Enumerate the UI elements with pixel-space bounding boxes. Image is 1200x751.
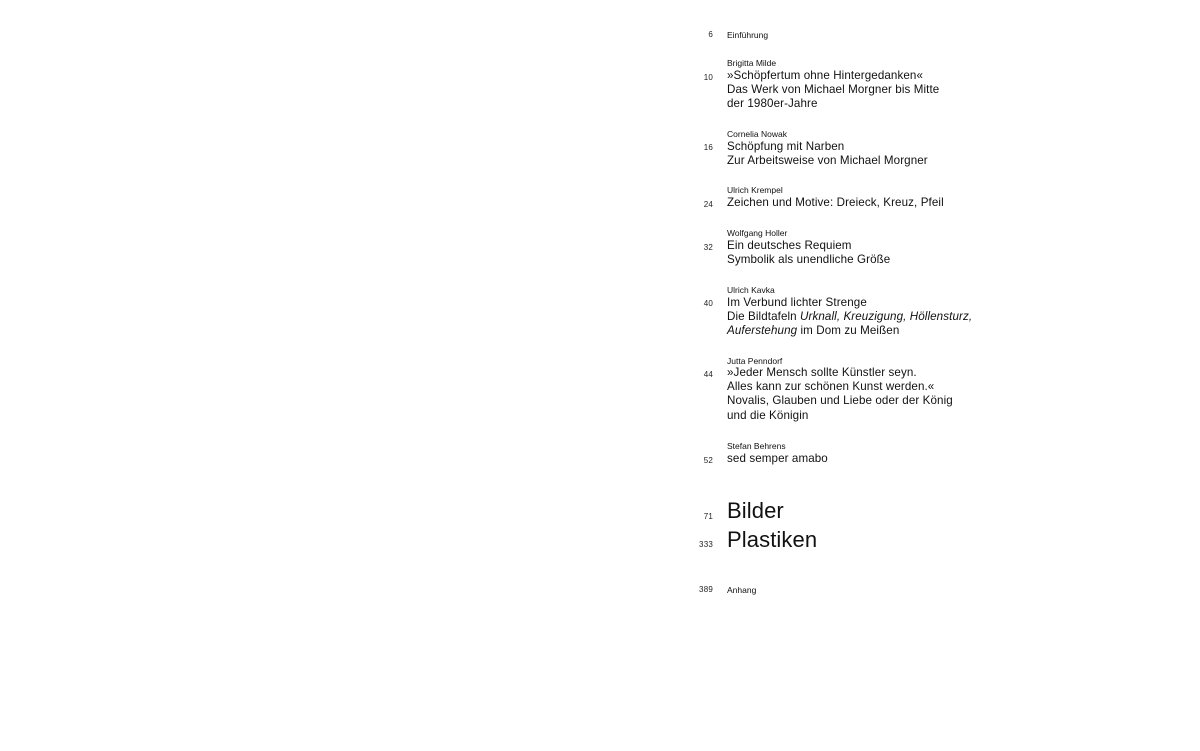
entry-title — [727, 296, 972, 339]
entry-title-line: »Schöpfertum ohne Hintergedanken« — [727, 69, 924, 82]
entry-title — [727, 196, 944, 210]
section-title: Bilder — [727, 498, 784, 523]
page-number: 44 — [703, 370, 713, 379]
section-title: Plastiken — [727, 527, 818, 552]
page-number: 10 — [703, 73, 713, 82]
entry-title-line: Das Werk von Michael Morgner bis Mitte — [727, 83, 940, 97]
page-number: 333 — [699, 540, 713, 549]
title-text: im Dom zu Meißen — [797, 324, 900, 338]
entry-title — [727, 366, 953, 423]
entry-title — [727, 239, 890, 267]
entry-title-line: Novalis, Glauben und Liebe oder der König — [727, 394, 953, 408]
page-number: 71 — [703, 512, 713, 521]
entry-title: Anhang — [727, 585, 757, 595]
page-number: 40 — [703, 299, 713, 308]
artwork-titles: Urknall, Kreuzigung, Höllensturz, — [800, 310, 973, 324]
entry-author: Stefan Behrens — [727, 441, 786, 451]
entry-title-line: und die Königin — [727, 408, 809, 422]
page-number: 32 — [703, 243, 713, 252]
page-number: 389 — [699, 585, 713, 594]
entry-title-line: der 1980er-Jahre — [727, 97, 818, 111]
entry-title-line: Ein deutsches Requiem — [727, 239, 852, 252]
title-text: Die Bildtafeln — [727, 310, 801, 324]
entry-title-line: Schöpfung mit Narben — [727, 140, 845, 153]
entry-title-line — [727, 324, 972, 338]
entry-title-line: Zeichen und Motive: Dreieck, Kreuz, Pfeil — [727, 196, 944, 209]
page-number: 24 — [703, 200, 713, 209]
entry-author: Ulrich Krempel — [727, 185, 783, 195]
entry-author: Wolfgang Holler — [727, 228, 788, 238]
entry-title-line: Symbolik als unendliche Größe — [727, 253, 891, 267]
entry-title-line — [727, 310, 972, 324]
entry-title-line: Im Verbund lichter Strenge — [727, 296, 867, 309]
entry-title — [727, 452, 828, 466]
entry-author: Cornelia Nowak — [727, 129, 787, 139]
entry-title-line: sed semper amabo — [727, 452, 828, 465]
entry-title: Einführung — [727, 30, 769, 40]
entry-title-line: Zur Arbeitsweise von Michael Morgner — [727, 154, 928, 168]
entry-title — [727, 69, 939, 112]
entry-title-line: »Jeder Mensch sollte Künstler seyn. — [727, 366, 917, 379]
page-number: 52 — [703, 456, 713, 465]
entry-author: Jutta Penndorf — [727, 356, 783, 366]
artwork-title: Auferstehung — [727, 324, 798, 338]
page-number: 6 — [708, 30, 713, 39]
page-number: 16 — [703, 143, 713, 152]
entry-title-line: Alles kann zur schönen Kunst werden.« — [727, 380, 935, 394]
entry-title — [727, 140, 928, 168]
entry-author: Brigitta Milde — [727, 58, 777, 68]
entry-author: Ulrich Kavka — [727, 285, 775, 295]
